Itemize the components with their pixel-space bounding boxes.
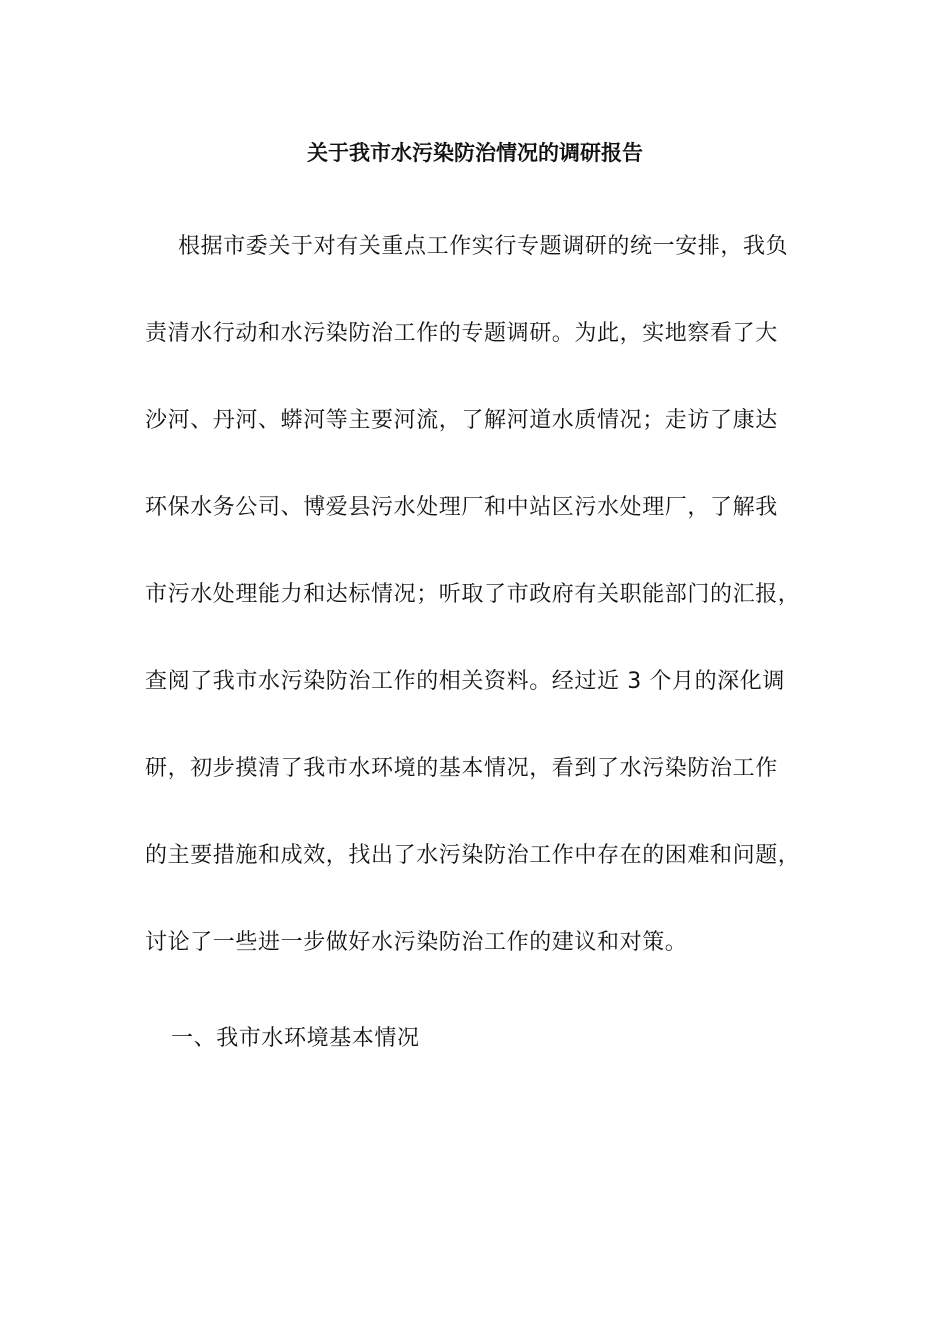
paragraph-line: 市污水处理能力和达标情况；听取了市政府有关职能部门的汇报， (145, 582, 801, 607)
paragraph-line: 研，初步摸清了我市水环境的基本情况，看到了水污染防治工作 (145, 756, 778, 781)
paragraph-line: 根据市委关于对有关重点工作实行专题调研的统一安排，我负 (178, 234, 789, 259)
paragraph-line: 讨论了一些进一步做好水污染防治工作的建议和对策。 (145, 930, 688, 955)
paragraph-line: 沙河、丹河、蟒河等主要河流，了解河道水质情况；走访了康达 (145, 408, 778, 433)
paragraph-line: 查阅了我市水污染防治工作的相关资料。经过近 3 个月的深化调 (145, 669, 785, 694)
paragraph-line: 责清水行动和水污染防治工作的专题调研。为此，实地察看了大 (145, 321, 778, 346)
paragraph-line: 环保水务公司、博爱县污水处理厂和中站区污水处理厂，了解我 (145, 495, 778, 520)
section-heading: 一、我市水环境基本情况 (171, 1026, 420, 1051)
document-title: 关于我市水污染防治情况的调研报告 (307, 141, 643, 165)
paragraph-line: 的主要措施和成效，找出了水污染防治工作中存在的困难和问题， (145, 843, 801, 868)
